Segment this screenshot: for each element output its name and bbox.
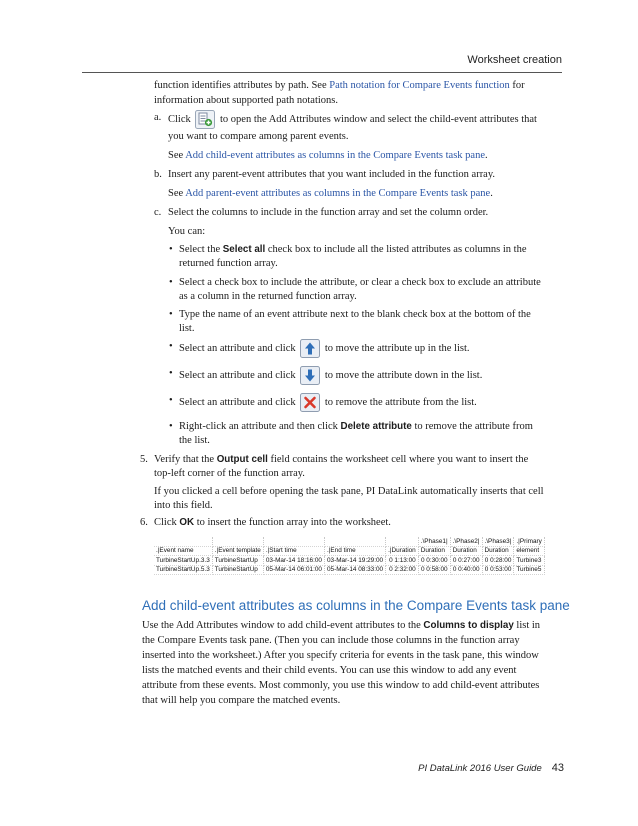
step-c-line: Select the columns to include in the function array and set the column order. (168, 207, 489, 218)
header-cell: .|Duration (386, 546, 419, 556)
header-cell (212, 537, 263, 546)
section-line-4: lists the matched events and their child events. You can use this window to add any event (142, 665, 517, 676)
step-5-marker: 5. (140, 454, 148, 465)
bullet-marker: • (169, 309, 173, 320)
bullet-3-line-1: Type the name of an event attribute next to the blank check box at the bottom of the (179, 309, 531, 320)
bullet-3-line-2: list. (179, 323, 195, 334)
step-b-see: See Add parent-event attributes as columns in the Compare Events task pane. (168, 188, 493, 199)
table-header-row-bottom (154, 546, 544, 556)
header-cell: .|Start time (263, 546, 324, 556)
step-a-line-2: you want to compare among parent events. (168, 131, 349, 142)
table-cell: Turbine5 (514, 565, 544, 575)
header-cell (386, 537, 419, 546)
move-up-icon (300, 339, 320, 358)
step-c-marker: c. (154, 207, 162, 218)
header-cell: .|Event name (154, 546, 212, 556)
section-line-2: the Compare Events task pane. (Then you can include those columns in the function array (142, 635, 520, 646)
bullet-2-line-2: as a column in the returned function array. (179, 291, 357, 302)
bullet-6-line: Select an attribute and click to remove the attribute from the list. (179, 393, 477, 412)
table-cell: 0 1:13:00 (386, 556, 419, 566)
bullet-1-line-1: Select the Select all check box to include all the listed attributes as columns in the (179, 244, 527, 255)
add-attributes-icon (195, 110, 215, 129)
bullet-7-line-1: Right-click an attribute and then click Delete attribute to remove the attribute from (179, 421, 533, 432)
header-cell (263, 537, 324, 546)
table-cell: 0 0:58:00 (418, 565, 450, 575)
step-5-line-2: top-left corner of the function array. (154, 468, 305, 479)
header-rule (82, 72, 562, 73)
table-cell: 05-Mar-14 08:33:00 (324, 565, 385, 575)
table-cell: TurbineStartUp.3.3 (154, 556, 212, 566)
running-header: Worksheet creation (467, 54, 562, 66)
table-cell: 0 0:40:00 (450, 565, 482, 575)
table-cell: 05-Mar-14 06:01:00 (263, 565, 324, 575)
step-5-note-1: If you clicked a cell before opening the task pane, PI DataLink automatically inserts that cell (154, 486, 544, 497)
header-cell: element (514, 546, 544, 556)
step-5-line-1: Verify that the Output cell field contains the worksheet cell where you want to insert the (154, 454, 529, 465)
header-cell: Duration (418, 546, 450, 556)
step-a-see: See Add child-event attributes as columns in the Compare Events task pane. (168, 150, 488, 161)
bullet-marker: • (169, 341, 173, 352)
bullet-marker: • (169, 277, 173, 288)
section-line-5: attribute from these events. Most commonly, you use this window to add child-event attributes (142, 680, 540, 691)
table-cell: 0 0:53:00 (482, 565, 514, 575)
table-row (154, 556, 544, 566)
table-cell: TurbineStartUp.5.3 (154, 565, 212, 575)
step-6-marker: 6. (140, 517, 148, 528)
page-number: 43 (551, 762, 564, 774)
table-cell: 0 0:28:00 (482, 556, 514, 566)
move-down-icon (300, 366, 320, 385)
table-cell: 0 0:30:00 (418, 556, 450, 566)
step-b-line: Insert any parent-event attributes that you want included in the function array. (168, 169, 496, 180)
bullet-2-line-1: Select a check box to include the attribute, or clear a check box to exclude an attribute (179, 277, 541, 288)
header-cell: .\Phase1| (418, 537, 450, 546)
you-can-label: You can: (168, 226, 206, 237)
section-line-1: Use the Add Attributes window to add child-event attributes to the Columns to display list in (142, 620, 541, 631)
path-notation-link[interactable]: Path notation for Compare Events function (329, 80, 510, 91)
bullet-marker: • (169, 368, 173, 379)
add-parent-event-link[interactable]: Add parent-event attributes as columns in the Compare Events task pane (185, 188, 491, 199)
table-cell: 03-Mar-14 18:16:00 (263, 556, 324, 566)
section-line-3: inserted into the worksheet.) After you specify criteria for events in the task pane, this window (142, 650, 539, 661)
table-cell: Turbine3 (514, 556, 544, 566)
remove-icon (300, 393, 320, 412)
header-cell: .|End time (324, 546, 385, 556)
header-cell (154, 537, 212, 546)
step-b-marker: b. (154, 169, 162, 180)
section-line-6: that will help you compare the matched events. (142, 695, 341, 706)
header-cell (324, 537, 385, 546)
step-6-line: Click OK to insert the function array into the worksheet. (154, 517, 391, 528)
table-cell: TurbineStartUp (212, 565, 263, 575)
intro-line-1: function identifies attributes by path. See Path notation for Compare Events function for (154, 80, 525, 91)
add-child-event-link[interactable]: Add child-event attributes as columns in the Compare Events task pane (185, 150, 485, 161)
table-cell: TurbineStartUp (212, 556, 263, 566)
bullet-marker: • (169, 395, 173, 406)
step-5-note-2: into this field. (154, 500, 213, 511)
bullet-4-line: Select an attribute and click to move the attribute up in the list. (179, 339, 470, 358)
bullet-7-line-2: the list. (179, 435, 210, 446)
intro-line-2: information about supported path notations. (154, 95, 339, 106)
table-header-row-top (154, 537, 544, 546)
table-cell: 0 0:27:00 (450, 556, 482, 566)
header-cell: Duration (450, 546, 482, 556)
bullet-marker: • (169, 421, 173, 432)
header-cell: .|Primary (514, 537, 544, 546)
bullet-5-line: Select an attribute and click to move the attribute down in the list. (179, 366, 482, 385)
step-a-marker: a. (154, 112, 162, 123)
bullet-1-line-2: returned function array. (179, 258, 278, 269)
header-cell: .\Phase3| (482, 537, 514, 546)
page-footer (418, 762, 564, 774)
step-a-line-1: Click to open the Add Attributes window and select the child-event attributes that (168, 110, 537, 129)
header-cell: .\Phase2| (450, 537, 482, 546)
table-row (154, 565, 544, 575)
section-heading: Add child-event attributes as columns in the Compare Events task pane (142, 598, 570, 613)
worksheet-result-table (154, 537, 545, 575)
table-cell: 03-Mar-14 19:29:00 (324, 556, 385, 566)
header-cell: Duration (482, 546, 514, 556)
bullet-marker: • (169, 244, 173, 255)
table-cell: 0 2:32:00 (386, 565, 419, 575)
header-cell: .|Event template (212, 546, 263, 556)
guide-title: PI DataLink 2016 User Guide (418, 763, 542, 774)
